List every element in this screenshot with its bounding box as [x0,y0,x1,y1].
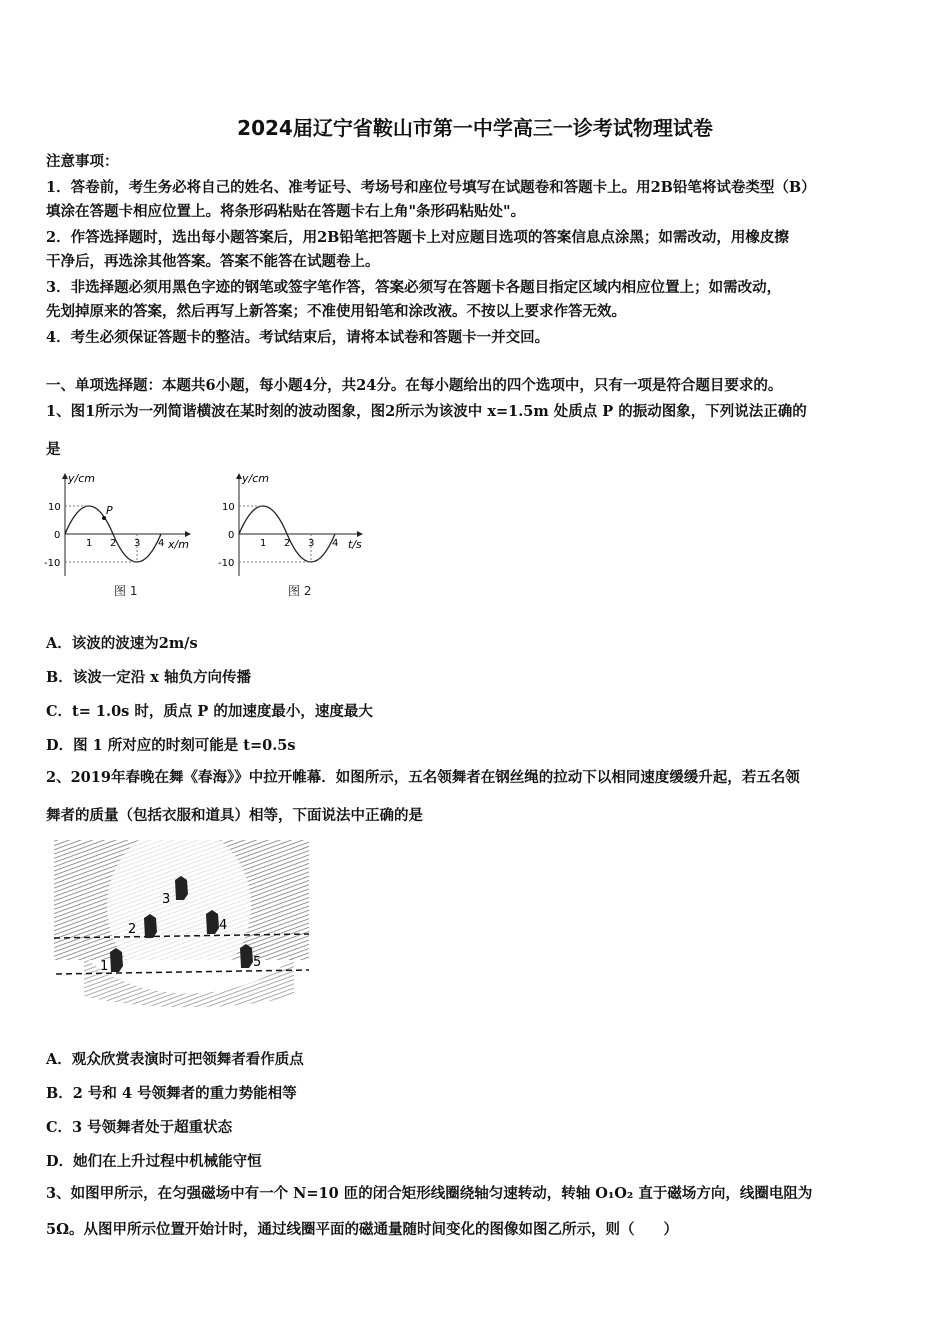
q2-stem: 2、2019年春晚在舞《春海》》中拉开帷幕．如图所示，五名领舞者在钢丝绳的拉动下以相同速度缓缓升起，若五名领 [46,769,800,786]
x-tick: 2 [110,538,117,549]
q2-stem-cont: 舞者的质量（包括衣服和道具）相等，下面说法中正确的是 [46,807,423,824]
q2-option-a: A．观众欣赏表演时可把领舞者看作质点 [46,1051,304,1068]
q1-option-b: B．该波一定沿 x 轴负方向传播 [46,669,251,686]
figure-1-caption: 图 1 [114,584,138,598]
y-axis-label: y/cm [68,472,95,485]
x-tick: 1 [260,538,267,549]
dancer-label: 2 [128,922,137,937]
y-tick: 10 [48,502,61,513]
q1-option-d: D．图 1 所对应的时刻可能是 t=0.5s [46,737,296,754]
page-title: 2024届辽宁省鞍山市第一中学高三一诊考试物理试卷 [237,116,713,140]
notice-line: 4．考生必须保证答题卡的整洁。考试结束后，请将本试卷和答题卡一并交回。 [46,329,550,346]
y-tick: -10 [218,558,235,569]
y-tick: 0 [54,530,61,541]
notice-heading: 注意事项： [46,153,119,170]
figure-2-caption: 图 2 [288,584,312,598]
q1-figure-1 [40,468,205,580]
notice-line: 填涂在答题卡相应位置上。将条形码粘贴在答题卡右上角"条形码粘贴处"。 [46,203,526,220]
notice-line: 干净后，再选涂其他答案。答案不能答在试题卷上。 [46,253,380,270]
x-tick: 1 [86,538,93,549]
x-tick: 3 [134,538,141,549]
q3-stem: 3、如图甲所示，在匀强磁场中有一个 N=10 匝的闭合矩形线圈绕轴匀速转动，转轴 O₁O₂ 直于磁场方向，线圈电阻为 [46,1185,813,1202]
y-tick: 10 [222,502,235,513]
notice-line: 1．答卷前，考生务必将自己的姓名、准考证号、考场号和座位号填写在试题卷和答题卡上。用2B铅笔将试卷类型（B） [46,179,816,196]
x-axis-label: x/m [168,538,189,551]
notice-line: 3．非选择题必须用黑色字迹的钢笔或签字笔作答，答案必须写在答题卡各题目指定区域内相应位置上；如需改动， [46,279,782,296]
q2-option-d: D．她们在上升过程中机械能守恒 [46,1153,262,1170]
q1-option-c: C．t= 1.0s 时，质点 P 的加速度最小，速度最大 [46,703,373,720]
point-p-label: P [106,504,113,517]
q1-figure-2 [214,468,374,580]
q1-stem: 1、图1所示为一列简谐横波在某时刻的波动图象，图2所示为该波中 x=1.5m 处质点 P 的振动图象，下列说法正确的 [46,403,807,420]
notice-line: 2．作答选择题时，选出每小题答案后，用2B铅笔把答题卡上对应题目选项的答案信息点涂黑；如需改动，用橡皮擦 [46,229,789,246]
q1-stem-cont: 是 [46,441,61,458]
x-tick: 3 [308,538,315,549]
notice-line: 先划掉原来的答案，然后再写上新答案；不准使用铅笔和涂改液。不按以上要求作答无效。 [46,303,626,320]
q3-stem-cont: 5Ω。从图甲所示位置开始计时，通过线圈平面的磁通量随时间变化的图像如图乙所示，则（ ） [46,1221,678,1238]
x-axis-label: t/s [348,538,362,551]
x-tick: 4 [158,538,165,549]
x-tick: 2 [284,538,291,549]
y-tick: 0 [228,530,235,541]
q2-option-b: B．2 号和 4 号领舞者的重力势能相等 [46,1085,297,1102]
x-tick: 4 [332,538,339,549]
y-axis-label: y/cm [242,472,269,485]
q1-option-a: A．该波的波速为2m/s [46,635,198,652]
dancer-label: 3 [162,892,171,907]
dancer-label: 4 [219,918,228,933]
q2-option-c: C．3 号领舞者处于超重状态 [46,1119,233,1136]
q2-stage-photo [44,836,312,1012]
section-heading: 一、单项选择题：本题共6小题，每小题4分，共24分。在每小题给出的四个选项中，只有一项是符合题目要求的。 [46,377,783,394]
y-tick: -10 [44,558,61,569]
dancer-label: 5 [253,955,262,970]
dancer-label: 1 [100,959,109,974]
